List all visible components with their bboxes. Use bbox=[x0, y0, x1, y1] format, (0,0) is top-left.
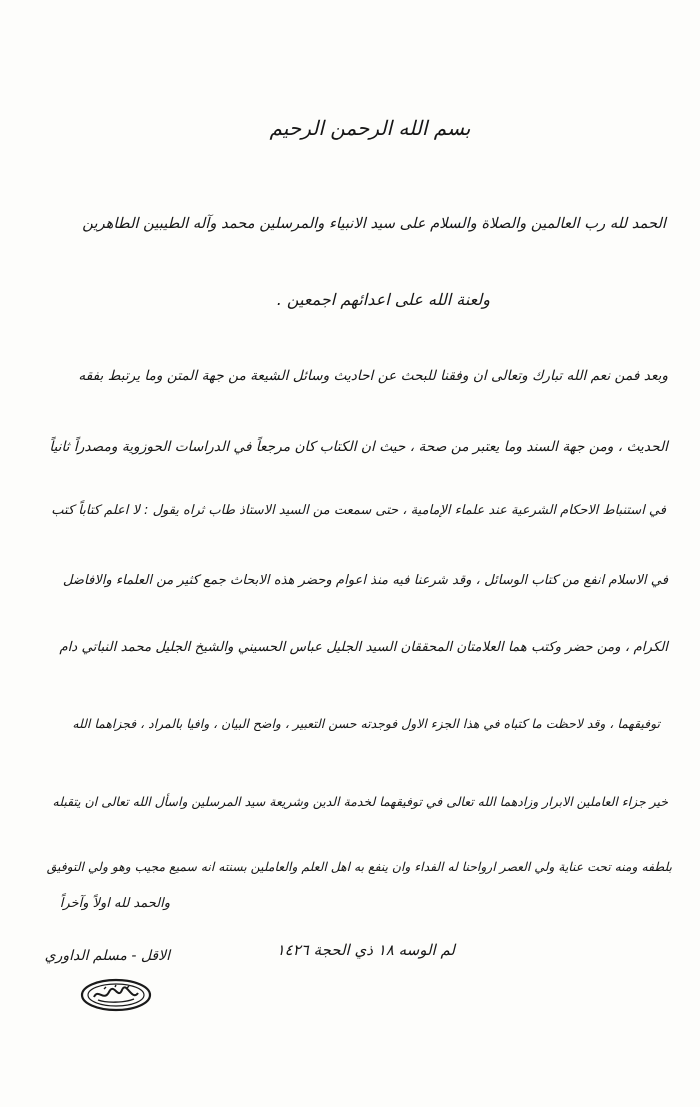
text-line-7: الكرام ، ومن حضر وكتب هما العلامتان المحققان السيد الجليل عباس الحسيني والشيخ الجليل محمد النباتي دام bbox=[59, 640, 668, 655]
text-line-2: ولعنة الله على اعدائهم اجمعين . bbox=[276, 290, 490, 309]
text-line-3: وبعد فمن نعم الله تبارك وتعالى ان وفقنا للبحث عن احاديث وسائل الشيعة من جهة المتن وما يرتبط بفقه bbox=[78, 368, 668, 384]
text-line-6: في الاسلام انفع من كتاب الوسائل ، وقد شرعنا فيه منذ اعوام وحضر هذه الابحاث جمع كثير من العلماء والافاضل bbox=[62, 573, 668, 588]
seal-stamp-icon bbox=[80, 978, 152, 1012]
document-date: لم الوسه ١٨ ذي الحجة ١٤٢٦ bbox=[276, 941, 455, 959]
text-line-1: الحمد لله رب العالمين والصلاة والسلام على سيد الانبياء والمرسلين محمد وآله الطيبين الطاهرين bbox=[82, 215, 666, 232]
signature-name: الاقل - مسلم الداوري bbox=[44, 948, 170, 964]
text-line-5: في استنباط الاحكام الشرعية عند علماء الإمامية ، حتى سمعت من السيد الاستاذ طاب ثراه يقول : لا اعلم كتاباً كتب bbox=[51, 503, 666, 518]
text-line-11: والحمد لله اولاً وآخراً bbox=[59, 896, 170, 911]
text-line-4: الحديث ، ومن جهة السند وما يعتبر من صحة ، حيث ان الكتاب كان مرجعاً في الدراسات الحوزوية ومصدراً ثانياً bbox=[49, 439, 668, 455]
text-line-9: خير جزاء العاملين الابرار وزادهما الله تعالى في توفيقهما لخدمة الدين وشريعة سيد المرسلين واسأل الله تعالى ان يتقبله bbox=[52, 794, 668, 809]
text-line-10: بلطفه ومنه تحت عناية ولي العصر ارواحنا له الفداء وان ينفع به اهل العلم والعاملين بسنته انه سميع مجيب وهو ولي التوفيق bbox=[46, 860, 672, 874]
text-line-8: توفيقهما ، وقد لاحظت ما كتباه في هذا الجزء الاول فوجدته حسن التعبير ، واضح البيان ، وافيا بالمراد ، فجزاهما الله bbox=[72, 716, 660, 731]
basmala: بسم الله الرحمن الرحيم bbox=[269, 116, 471, 140]
